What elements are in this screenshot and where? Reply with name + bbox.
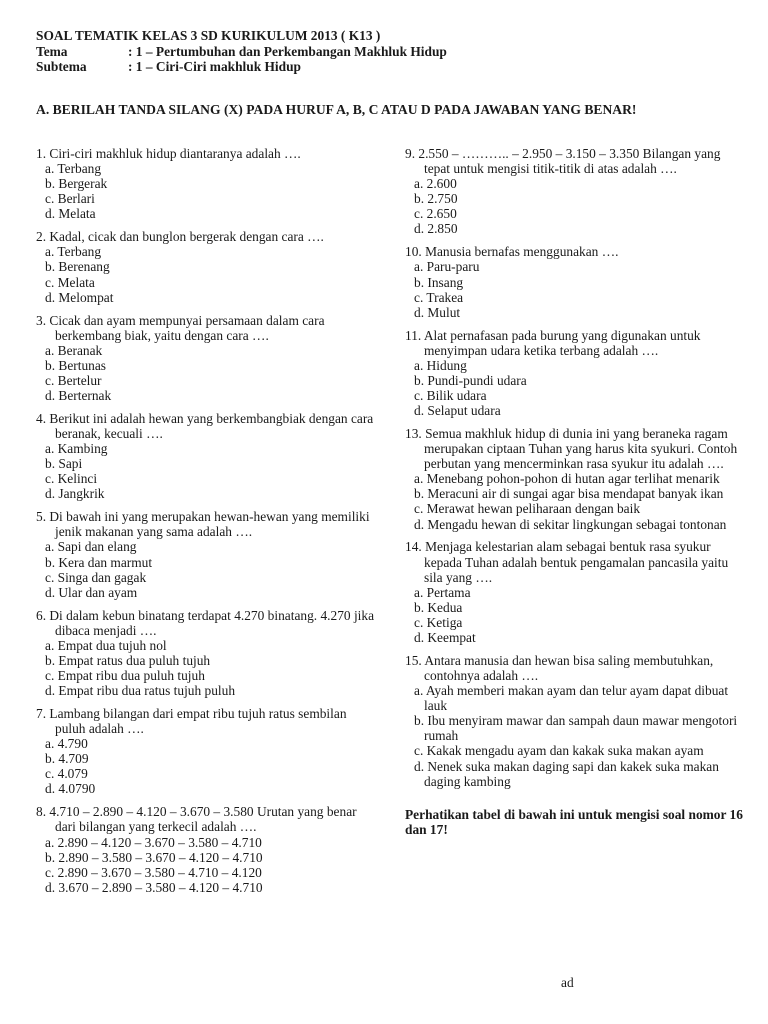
option-a: a. Hidung xyxy=(414,357,467,373)
option-b: b. Berenang xyxy=(45,259,110,275)
option-a: a. Terbang xyxy=(45,161,102,177)
option-d: d. 2.850 xyxy=(414,221,458,237)
option-d: d. Berternak xyxy=(45,388,112,403)
option-a: a. 2.890 – 4.120 – 3.670 – 3.580 – 4.710 xyxy=(45,834,262,850)
option-a: a. Empat dua tujuh nol xyxy=(45,637,167,653)
question-4 xyxy=(36,411,376,502)
question-stem: 3. Cicak dan ayam mempunyai persamaan dalam cara berkembang biak, yaitu dengan cara …. xyxy=(36,312,325,343)
question-3 xyxy=(36,313,376,404)
option-b: b. Ibu menyiram mawar dan sampah daun mawar mengotori rumah xyxy=(414,713,738,744)
question-2 xyxy=(36,229,376,304)
question-10 xyxy=(405,244,745,319)
option-b: b. 2.750 xyxy=(414,191,458,207)
option-c: c. Kakak mengadu ayam dan kakak suka makan ayam xyxy=(414,743,704,759)
option-c: c. Ketiga xyxy=(414,614,463,630)
question-15 xyxy=(405,653,745,789)
question-stem: 10. Manusia bernafas menggunakan …. xyxy=(405,244,619,260)
option-d: d. Jangkrik xyxy=(45,486,105,502)
option-d: d. Ular dan ayam xyxy=(45,584,138,600)
question-13 xyxy=(405,426,745,532)
question-5 xyxy=(36,509,376,600)
option-d: d. 3.670 – 2.890 – 3.580 – 4.120 – 4.710 xyxy=(45,879,263,895)
question-11 xyxy=(405,328,745,419)
option-a: a. 2.600 xyxy=(414,176,457,192)
question-stem: 8. 4.710 – 2.890 – 4.120 – 3.670 – 3.580 Urutan yang benar dari bilangan yang terkecil adalah …. xyxy=(36,804,357,835)
option-b: b. Bertunas xyxy=(45,357,106,373)
option-c: c. Bertelur xyxy=(45,372,102,388)
question-stem: 1. Ciri-ciri makhluk hidup diantaranya adalah …. xyxy=(36,146,301,161)
question-stem: 14. Menjaga kelestarian alam sebagai bentuk rasa syukur kepada Tuhan adalah bentuk pengamalan pancasila yaitu sila yang …. xyxy=(405,539,729,585)
document-title: SOAL TEMATIK KELAS 3 SD KURIKULUM 2013 ( K13 ) xyxy=(36,28,381,43)
option-a: a. Terbang xyxy=(45,244,102,260)
table-note: Perhatikan tabel di bawah ini untuk mengisi soal nomor 16 dan 17! xyxy=(405,806,743,837)
option-b: b. 2.890 – 3.580 – 3.670 – 4.120 – 4.710 xyxy=(45,849,263,865)
option-d: d. Selaput udara xyxy=(414,403,501,419)
section-instruction: A. BERILAH TANDA SILANG (X) PADA HURUF A, B, C ATAU D PADA JAWABAN YANG BENAR! xyxy=(36,102,637,117)
subtema-label: Subtema xyxy=(36,59,87,74)
page-footer: ad xyxy=(561,975,574,990)
subtema-row xyxy=(36,59,447,75)
option-a: a. Paru-paru xyxy=(414,259,480,275)
question-stem: 13. Semua makhluk hidup di dunia ini yang beraneka ragam merupakan ciptaan Tuhan yang harus kita syukuri. Contoh perbutan yang mencerminkan rasa syukur itu adalah …. xyxy=(405,425,738,472)
question-6 xyxy=(36,608,376,699)
option-c: c. Trakea xyxy=(414,289,464,305)
option-d: d. 4.0790 xyxy=(45,781,96,797)
option-d: d. Keempat xyxy=(414,630,476,645)
option-c: c. Merawat hewan peliharaan dengan baik xyxy=(414,501,641,517)
option-a: a. Menebang pohon-pohon di hutan agar terlihat menarik xyxy=(414,471,720,487)
left-column xyxy=(36,146,376,903)
question-9 xyxy=(405,146,745,237)
question-8 xyxy=(36,804,376,895)
option-a: a. Ayah memberi makan ayam dan telur ayam dapat dibuat lauk xyxy=(414,683,729,714)
option-d: d. Melata xyxy=(45,206,96,222)
option-c: c. Melata xyxy=(45,274,95,290)
option-c: c. 2.890 – 3.670 – 3.580 – 4.710 – 4.120 xyxy=(45,864,262,880)
tema-value: : 1 – Pertumbuhan dan Perkembangan Makhluk Hidup xyxy=(128,43,447,59)
option-b: b. Sapi xyxy=(45,456,83,472)
option-c: c. 2.650 xyxy=(414,206,457,222)
option-d: d. Mengadu hewan di sekitar lingkungan sebagai tontonan xyxy=(414,516,727,532)
option-b: b. Empat ratus dua puluh tujuh xyxy=(45,652,211,668)
option-a: a. Beranak xyxy=(45,342,103,358)
option-b: b. Insang xyxy=(414,274,464,290)
tema-row xyxy=(36,44,447,60)
option-c: c. Singa dan gagak xyxy=(45,569,147,585)
question-7 xyxy=(36,706,376,797)
question-stem: 4. Berikut ini adalah hewan yang berkembangbiak dengan cara beranak, kecuali …. xyxy=(36,410,374,441)
option-b: b. 4.709 xyxy=(45,751,89,767)
option-d: d. Nenek suka makan daging sapi dan kakek suka makan daging kambing xyxy=(414,758,719,789)
option-c: c. Berlari xyxy=(45,191,95,207)
tema-label: Tema xyxy=(36,43,68,59)
option-c: c. Bilik udara xyxy=(414,388,487,403)
option-a: a. Pertama xyxy=(414,584,471,600)
question-stem: 9. 2.550 – ……….. – 2.950 – 3.150 – 3.350 Bilangan yang tepat untuk mengisi titik-titik di atas adalah …. xyxy=(405,146,721,177)
option-d: d. Melompat xyxy=(45,289,114,305)
question-stem: 11. Alat pernafasan pada burung yang digunakan untuk menyimpan udara ketika terbang adalah …. xyxy=(405,327,701,358)
question-1 xyxy=(36,146,376,221)
option-c: c. Kelinci xyxy=(45,471,98,487)
right-column xyxy=(405,146,745,837)
question-14 xyxy=(405,539,745,645)
option-c: c. Empat ribu dua puluh tujuh xyxy=(45,667,205,683)
subtema-value: : 1 – Ciri-Ciri makhluk Hidup xyxy=(128,59,301,74)
option-b: b. Kera dan marmut xyxy=(45,554,153,570)
question-stem: 15. Antara manusia dan hewan bisa saling membutuhkan, contohnya adalah …. xyxy=(405,652,714,683)
option-b: b. Pundi-pundi udara xyxy=(414,372,527,388)
option-b: b. Bergerak xyxy=(45,176,108,192)
question-stem: 6. Di dalam kebun binatang terdapat 4.270 binatang. 4.270 jika dibaca menjadi …. xyxy=(36,607,375,638)
option-b: b. Meracuni air di sungai agar bisa mendapat banyak ikan xyxy=(414,486,724,502)
document-header xyxy=(36,28,447,75)
question-stem: 5. Di bawah ini yang merupakan hewan-hewan yang memiliki jenik makanan yang sama adalah …. xyxy=(36,509,370,540)
option-b: b. Kedua xyxy=(414,599,463,615)
option-d: d. Empat ribu dua ratus tujuh puluh xyxy=(45,683,236,699)
question-stem: 2. Kadal, cicak dan bunglon bergerak dengan cara …. xyxy=(36,229,324,245)
option-a: a. Kambing xyxy=(45,441,108,457)
option-a: a. Sapi dan elang xyxy=(45,539,137,555)
option-c: c. 4.079 xyxy=(45,766,88,782)
option-a: a. 4.790 xyxy=(45,736,88,752)
option-d: d. Mulut xyxy=(414,304,461,320)
question-stem: 7. Lambang bilangan dari empat ribu tujuh ratus sembilan puluh adalah …. xyxy=(36,705,347,737)
